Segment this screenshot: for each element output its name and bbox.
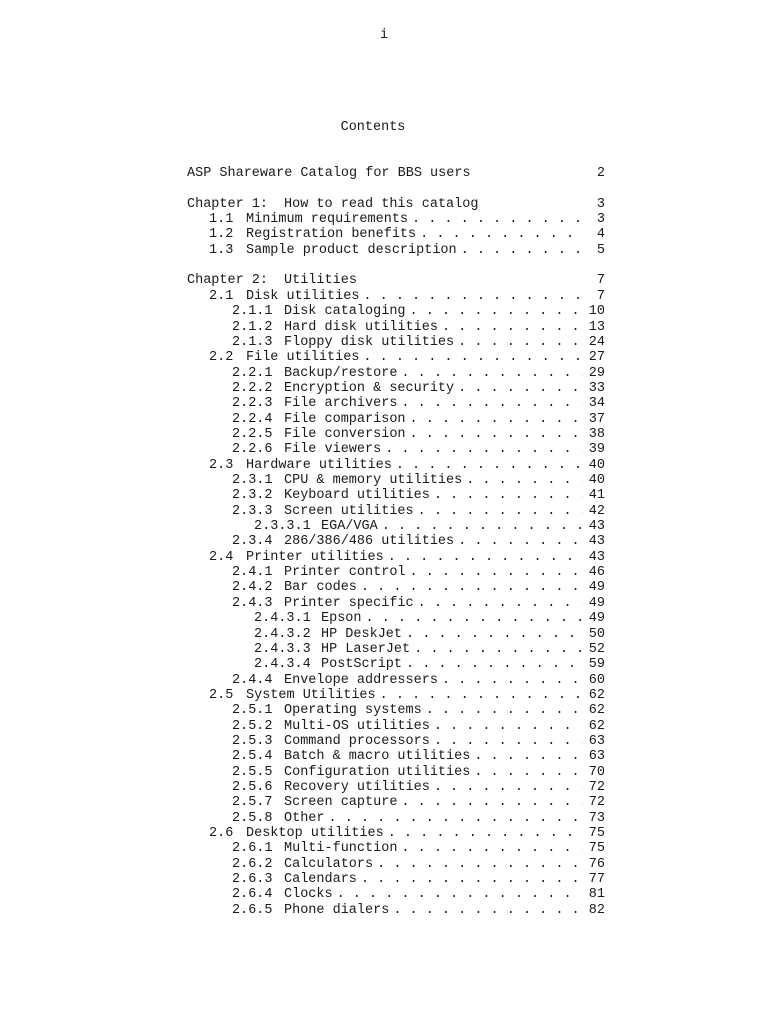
toc-entry-number: 2.2.5 xyxy=(232,427,273,442)
toc-entry-number: 2.3.4 xyxy=(232,534,273,549)
toc-entry-page: 7 xyxy=(596,273,605,288)
toc-entry-title: Hard disk utilities xyxy=(284,320,438,335)
toc-entry[interactable] xyxy=(232,396,605,412)
toc-entry-title: Epson xyxy=(321,611,362,626)
toc-entry-number: 2.4.3.3 xyxy=(254,642,311,657)
toc-entry-page: 62 xyxy=(588,719,605,734)
toc-entry-number: 2.1.3 xyxy=(232,335,273,350)
toc-entry-page: 4 xyxy=(596,227,605,242)
toc-entry-page: 77 xyxy=(588,872,605,887)
toc-entry[interactable] xyxy=(254,642,605,658)
toc-entry-title: HP LaserJet xyxy=(321,642,411,657)
toc-entry-page: 62 xyxy=(588,703,605,718)
dot-leader xyxy=(416,227,583,243)
toc-entry-title: 286/386/486 utilities xyxy=(284,534,455,549)
toc-entry-title: Utilities xyxy=(284,273,357,288)
dot-leader xyxy=(406,565,583,581)
toc-entry-page: 39 xyxy=(588,442,605,457)
toc-entry[interactable] xyxy=(232,488,605,504)
toc-entry-title: File archivers xyxy=(284,396,398,411)
toc-entry-page: 82 xyxy=(588,903,605,918)
toc-entry-number: 1.3 xyxy=(209,243,234,258)
toc-entry[interactable] xyxy=(232,565,605,581)
toc-entry-page: 43 xyxy=(588,550,605,565)
toc-entry-page: 81 xyxy=(588,887,605,902)
toc-entry-number: 2.3 xyxy=(209,458,234,473)
toc-entry-number: 2.3.1 xyxy=(232,473,273,488)
toc-entry[interactable] xyxy=(254,627,605,643)
toc-entry[interactable] xyxy=(232,534,605,550)
toc-entry[interactable] xyxy=(209,350,605,366)
toc-entry-title: System Utilities xyxy=(246,688,376,703)
toc-entry[interactable] xyxy=(232,427,605,443)
toc-entry-number: 2.2.2 xyxy=(232,381,273,396)
toc-entry[interactable] xyxy=(232,473,605,489)
dot-leader xyxy=(438,673,583,689)
toc-entry-number: 2.4.3.2 xyxy=(254,627,311,642)
toc-entry-title: EGA/VGA xyxy=(321,519,378,534)
toc-entry-title: Printer utilities xyxy=(246,550,384,565)
toc-entry[interactable] xyxy=(209,550,605,566)
toc-entry-page: 43 xyxy=(588,534,605,549)
toc-entry-number: 2.5.4 xyxy=(232,749,273,764)
dot-leader xyxy=(359,350,583,366)
toc-entry-title: Printer control xyxy=(284,565,406,580)
toc-entry[interactable] xyxy=(232,872,605,888)
toc-entry-page: 63 xyxy=(588,749,605,764)
toc-entry[interactable] xyxy=(232,841,605,857)
dot-leader xyxy=(438,320,583,336)
toc-entry[interactable] xyxy=(232,857,605,873)
toc-entry[interactable] xyxy=(232,320,605,336)
toc-entry[interactable] xyxy=(232,381,605,397)
dot-leader xyxy=(406,427,583,443)
toc-entry-number: 2.1.1 xyxy=(232,304,273,319)
toc-entry[interactable] xyxy=(254,519,605,535)
toc-entry-number: 2.2.3 xyxy=(232,396,273,411)
toc-entry-number: 2.2 xyxy=(209,350,234,365)
toc-entry-page: 7 xyxy=(596,289,605,304)
toc-entry-title: Sample product description xyxy=(246,243,457,258)
toc-entry-page: 10 xyxy=(588,304,605,319)
toc-entry-title: Envelope addressers xyxy=(284,673,438,688)
toc-entry-page: 37 xyxy=(588,412,605,427)
toc-entry-number: 2.5.1 xyxy=(232,703,273,718)
toc-entry-number: 2.5.8 xyxy=(232,811,273,826)
toc-entry-number: 2.6.5 xyxy=(232,903,273,918)
toc-entry-page: 40 xyxy=(588,458,605,473)
dot-leader xyxy=(359,289,583,305)
dot-leader xyxy=(414,596,583,612)
toc-entry-page: 41 xyxy=(588,488,605,503)
toc-entry[interactable] xyxy=(232,596,605,612)
toc-entry-page: 63 xyxy=(588,734,605,749)
toc-entry[interactable] xyxy=(254,657,605,673)
toc-entry-number: 2.5.2 xyxy=(232,719,273,734)
toc-entry-title: File conversion xyxy=(284,427,406,442)
toc-entry[interactable] xyxy=(209,688,605,704)
toc-entry[interactable] xyxy=(209,826,605,842)
dot-leader xyxy=(378,519,583,535)
toc-entry[interactable] xyxy=(232,795,605,811)
toc-entry-page: 49 xyxy=(588,611,605,626)
dot-leader xyxy=(454,381,583,397)
toc-entry-page: 75 xyxy=(588,826,605,841)
dot-leader xyxy=(392,458,583,474)
toc-entry-title: Other xyxy=(284,811,325,826)
toc-entry-title: Batch & macro utilities xyxy=(284,749,471,764)
toc-entry-page: 34 xyxy=(588,396,605,411)
toc-entry-page: 46 xyxy=(588,565,605,580)
toc-entry-number: 2.1 xyxy=(209,289,234,304)
toc-entry-title: Phone dialers xyxy=(284,903,390,918)
toc-entry[interactable] xyxy=(232,412,605,428)
toc-entry-number: 2.4.4 xyxy=(232,673,273,688)
toc-entry-number: 2.6 xyxy=(209,826,234,841)
toc-entry-title: Calendars xyxy=(284,872,357,887)
toc-entry-number: 2.5.7 xyxy=(232,795,273,810)
toc-entry-page: 27 xyxy=(588,350,605,365)
toc-entry-number: 2.4.3.1 xyxy=(254,611,311,626)
toc-entry-number: 2.2.4 xyxy=(232,412,273,427)
toc-entry-title: Floppy disk utilities xyxy=(284,335,455,350)
dot-leader xyxy=(357,872,583,888)
toc-entry[interactable] xyxy=(209,289,605,305)
dot-leader xyxy=(381,442,583,458)
toc-entry-title: Clocks xyxy=(284,887,333,902)
toc-entry[interactable] xyxy=(187,166,605,182)
dot-leader xyxy=(397,366,583,382)
toc-entry[interactable] xyxy=(232,887,605,903)
page-number: i xyxy=(379,28,389,43)
toc-entry[interactable] xyxy=(209,458,605,474)
dot-leader xyxy=(430,488,583,504)
toc-entry-number: 2.4 xyxy=(209,550,234,565)
contents-heading: Contents xyxy=(340,120,406,135)
toc-entry-page: 60 xyxy=(588,673,605,688)
toc-entry-page: 73 xyxy=(588,811,605,826)
toc-entry-page: 2 xyxy=(596,166,605,181)
toc-entry-title: Operating systems xyxy=(284,703,422,718)
toc-entry-number: 2.5.5 xyxy=(232,765,273,780)
toc-entry-title: Command processors xyxy=(284,734,430,749)
toc-entry-title: Backup/restore xyxy=(284,366,398,381)
toc-entry-number: 1.1 xyxy=(209,212,234,227)
dot-leader xyxy=(402,657,583,673)
toc-entry-number: 2.5 xyxy=(209,688,234,703)
toc-entry-page: 24 xyxy=(588,335,605,350)
toc-entry-title: Hardware utilities xyxy=(246,458,392,473)
toc-entry-page: 49 xyxy=(588,580,605,595)
toc-entry-number: 2.2.6 xyxy=(232,442,273,457)
toc-entry[interactable] xyxy=(254,611,605,627)
toc-entry-title: Bar codes xyxy=(284,580,357,595)
toc-entry-page: 5 xyxy=(596,243,605,258)
toc-entry-title: Registration benefits xyxy=(246,227,417,242)
toc-entry-page: 59 xyxy=(588,657,605,672)
toc-entry[interactable] xyxy=(187,197,605,213)
dot-leader xyxy=(430,734,583,750)
toc-entry-title: Configuration utilities xyxy=(284,765,471,780)
dot-leader xyxy=(408,212,583,228)
toc-entry-title: Screen utilities xyxy=(284,504,414,519)
dot-leader xyxy=(357,580,583,596)
toc-entry-page: 40 xyxy=(588,473,605,488)
dot-leader xyxy=(410,642,583,658)
dot-leader xyxy=(362,611,583,627)
toc-entry[interactable] xyxy=(232,765,605,781)
toc-entry-number: 2.6.2 xyxy=(232,857,273,872)
toc-entry[interactable] xyxy=(232,673,605,689)
toc-entry-title: ASP Shareware Catalog for BBS users xyxy=(187,166,471,181)
toc-entry-page: 33 xyxy=(588,381,605,396)
toc-entry-page: 75 xyxy=(588,841,605,856)
toc-entry-title: Disk utilities xyxy=(246,289,360,304)
toc-entry[interactable] xyxy=(209,212,605,228)
dot-leader xyxy=(397,841,583,857)
toc-entry[interactable] xyxy=(232,749,605,765)
toc-entry-page: 29 xyxy=(588,366,605,381)
dot-leader xyxy=(454,335,583,351)
toc-entry-title: Calculators xyxy=(284,857,374,872)
toc-entry-title: Disk cataloging xyxy=(284,304,406,319)
dot-leader xyxy=(384,826,583,842)
dot-leader xyxy=(462,473,583,489)
toc-entry-title: Printer specific xyxy=(284,596,414,611)
toc-entry[interactable] xyxy=(232,734,605,750)
dot-leader xyxy=(373,857,583,873)
toc-entry-page: 72 xyxy=(588,795,605,810)
dot-leader xyxy=(397,795,583,811)
dot-leader xyxy=(430,780,583,796)
toc-entry-title: File utilities xyxy=(246,350,360,365)
dot-leader xyxy=(457,243,583,259)
toc-entry-title: PostScript xyxy=(321,657,403,672)
dot-leader xyxy=(422,703,583,719)
toc-entry-number: 2.2.1 xyxy=(232,366,273,381)
toc-entry-number: 2.6.4 xyxy=(232,887,273,902)
toc-entry-page: 49 xyxy=(588,596,605,611)
toc-entry-page: 13 xyxy=(588,320,605,335)
dot-leader xyxy=(406,304,583,320)
dot-leader xyxy=(376,688,583,704)
toc-entry-number: 2.6.1 xyxy=(232,841,273,856)
toc-entry-page: 43 xyxy=(588,519,605,534)
toc-entry-number: 2.1.2 xyxy=(232,320,273,335)
toc-entry[interactable] xyxy=(232,304,605,320)
toc-entry-title: Recovery utilities xyxy=(284,780,430,795)
toc-entry-page: 70 xyxy=(588,765,605,780)
dot-leader xyxy=(402,627,583,643)
toc-entry-title: HP DeskJet xyxy=(321,627,403,642)
toc-entry[interactable] xyxy=(232,442,605,458)
toc-entry-title: Desktop utilities xyxy=(246,826,384,841)
toc-entry[interactable] xyxy=(232,703,605,719)
toc-entry-number: Chapter 1: xyxy=(187,197,269,212)
toc-entry-page: 62 xyxy=(588,688,605,703)
toc-entry-title: File comparison xyxy=(284,412,406,427)
dot-leader xyxy=(430,719,583,735)
toc-entry[interactable] xyxy=(232,335,605,351)
dot-leader xyxy=(470,765,583,781)
toc-entry[interactable] xyxy=(232,366,605,382)
toc-entry-number: 1.2 xyxy=(209,227,234,242)
toc-entry-page: 3 xyxy=(596,212,605,227)
toc-entry-number: 2.5.6 xyxy=(232,780,273,795)
toc-entry-number: 2.6.3 xyxy=(232,872,273,887)
dot-leader xyxy=(384,550,583,566)
dot-leader xyxy=(389,903,583,919)
toc-entry-page: 72 xyxy=(588,780,605,795)
toc-entry[interactable] xyxy=(232,903,605,919)
toc-entry-number: 2.3.2 xyxy=(232,488,273,503)
toc-entry-number: 2.4.3 xyxy=(232,596,273,611)
dot-leader xyxy=(397,396,583,412)
toc-entry-title: Minimum requirements xyxy=(246,212,409,227)
toc-entry-page: 42 xyxy=(588,504,605,519)
dot-leader xyxy=(414,504,583,520)
toc-entry-page: 52 xyxy=(588,642,605,657)
toc-entry-number: 2.4.2 xyxy=(232,580,273,595)
toc-entry-title: Keyboard utilities xyxy=(284,488,430,503)
toc-entry[interactable] xyxy=(209,227,605,243)
toc-entry-page: 3 xyxy=(596,197,605,212)
toc-entry[interactable] xyxy=(232,719,605,735)
toc-entry[interactable] xyxy=(232,811,605,827)
toc-entry-title: Screen capture xyxy=(284,795,398,810)
toc-entry-number: 2.3.3.1 xyxy=(254,519,311,534)
dot-leader xyxy=(333,887,583,903)
toc-entry-title: CPU & memory utilities xyxy=(284,473,463,488)
dot-leader xyxy=(325,811,583,827)
toc-entry[interactable] xyxy=(187,273,605,289)
toc-entry-page: 50 xyxy=(588,627,605,642)
dot-leader xyxy=(454,534,583,550)
toc-entry-page: 76 xyxy=(588,857,605,872)
toc-entry[interactable] xyxy=(232,580,605,596)
toc-entry-number: 2.3.3 xyxy=(232,504,273,519)
dot-leader xyxy=(470,749,583,765)
toc-entry-page: 38 xyxy=(588,427,605,442)
toc-entry[interactable] xyxy=(232,504,605,520)
toc-entry-title: Multi-OS utilities xyxy=(284,719,430,734)
toc-entry-number: Chapter 2: xyxy=(187,273,269,288)
toc-entry-title: Encryption & security xyxy=(284,381,455,396)
toc-entry-number: 2.4.3.4 xyxy=(254,657,311,672)
toc-entry-number: 2.5.3 xyxy=(232,734,273,749)
toc-entry-number: 2.4.1 xyxy=(232,565,273,580)
toc-entry-title: File viewers xyxy=(284,442,382,457)
toc-entry[interactable] xyxy=(232,780,605,796)
toc-entry[interactable] xyxy=(209,243,605,259)
dot-leader xyxy=(406,412,583,428)
toc-entry-title: How to read this catalog xyxy=(284,197,479,212)
toc-entry-title: Multi-function xyxy=(284,841,398,856)
